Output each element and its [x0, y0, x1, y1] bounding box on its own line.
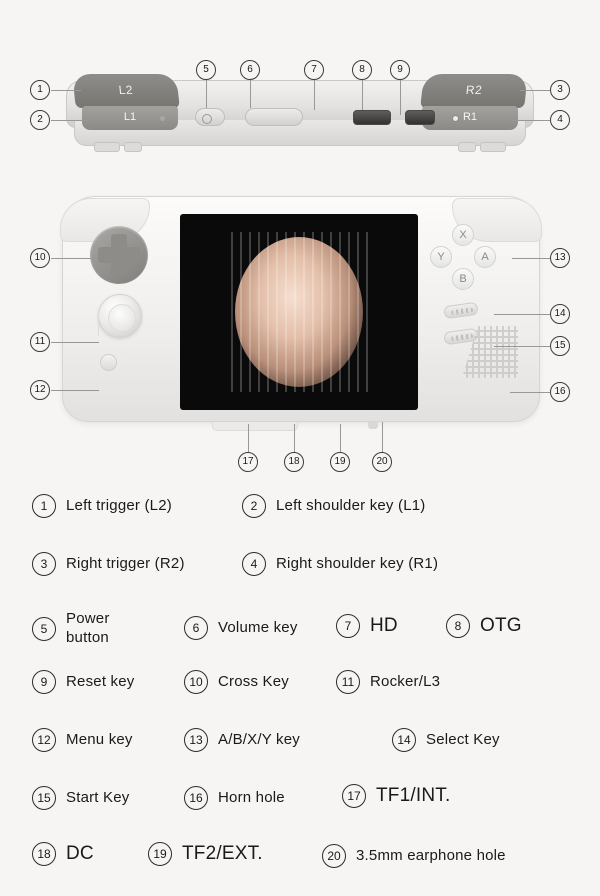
legend-item-18: [32, 842, 94, 866]
lead-18: [294, 424, 295, 452]
legend-item-7: [336, 614, 398, 638]
callout-5: 5: [196, 60, 216, 80]
lead-6: [250, 80, 251, 108]
legend-label-14: Select Key: [426, 730, 500, 748]
top-indicator-dot: [160, 116, 165, 121]
device-top-view: [60, 70, 540, 162]
callout-10: 10: [30, 248, 50, 268]
legend-label-7: HD: [370, 615, 398, 637]
power-button: [195, 108, 225, 126]
legend-label-15: Start Key: [66, 788, 130, 806]
legend-item-4: [242, 552, 452, 576]
callout-15: 15: [550, 336, 570, 356]
legend-label-17: TF1/INT.: [376, 785, 451, 807]
lead-8: [362, 80, 363, 110]
callout-1: 1: [30, 80, 50, 100]
left-trigger-l2: [72, 74, 180, 108]
callout-13: 13: [550, 248, 570, 268]
callout-4: 4: [550, 110, 570, 130]
legend-label-20: 3.5mm earphone hole: [356, 846, 506, 864]
legend-number-7: 7: [336, 614, 360, 638]
legend-item-17: [342, 784, 450, 808]
legend-number-12: 12: [32, 728, 56, 752]
legend-item-6: [184, 616, 298, 640]
right-trigger-r2: [420, 74, 528, 108]
r1-label: R1: [462, 111, 478, 123]
lead-7: [314, 80, 315, 110]
legend-item-20: [322, 844, 506, 868]
top-foot-left: [94, 142, 120, 152]
legend-label-13: A/B/X/Y key: [218, 730, 300, 748]
legend-label-2: Left shoulder key (L1): [276, 496, 426, 514]
lead-11: [51, 342, 99, 343]
legend-number-18: 18: [32, 842, 56, 866]
legend-label-5: Power button: [66, 610, 110, 646]
legend-item-13: [184, 728, 300, 752]
top-foot-right-2: [458, 142, 476, 152]
lead-1: [51, 90, 81, 91]
callout-8: 8: [352, 60, 372, 80]
bottom-earphone-nub: [368, 422, 378, 429]
callout-7: 7: [304, 60, 324, 80]
legend-item-12: [32, 728, 133, 752]
menu-key: [100, 354, 117, 371]
r2-label: R2: [465, 83, 484, 97]
legend-item-11: [336, 670, 440, 694]
legend-item-5: [32, 610, 152, 648]
legend-label-10: Cross Key: [218, 672, 289, 690]
button-x: X: [452, 224, 474, 246]
top-foot-right: [480, 142, 506, 152]
lead-20: [382, 422, 383, 452]
legend-number-10: 10: [184, 670, 208, 694]
legend-label-16: Horn hole: [218, 788, 285, 806]
legend-label-8: OTG: [480, 615, 522, 637]
lead-9: [400, 80, 401, 115]
callout-20: 20: [372, 452, 392, 472]
legend-label-4: Right shoulder key (R1): [276, 554, 439, 572]
callout-18: 18: [284, 452, 304, 472]
callout-11: 11: [30, 332, 50, 352]
legend-label-18: DC: [66, 843, 94, 865]
legend-item-3: [32, 552, 185, 576]
otg-port: [405, 110, 435, 125]
legend-label-3: Right trigger (R2): [66, 554, 185, 572]
legend-number-6: 6: [184, 616, 208, 640]
l1-label: L1: [123, 111, 137, 123]
lead-2: [51, 120, 89, 121]
legend-number-14: 14: [392, 728, 416, 752]
legend-number-19: 19: [148, 842, 172, 866]
top-foot-left-2: [124, 142, 142, 152]
legend-number-16: 16: [184, 786, 208, 810]
legend-item-2: [242, 494, 432, 518]
legend-label-19: TF2/EXT.: [182, 843, 263, 865]
legend-number-3: 3: [32, 552, 56, 576]
legend-number-4: 4: [242, 552, 266, 576]
lead-17: [248, 424, 249, 452]
legend-number-20: 20: [322, 844, 346, 868]
legend-number-5: 5: [32, 617, 56, 641]
front-slot-detail: [98, 312, 104, 336]
lead-10: [51, 258, 91, 259]
lead-13: [512, 258, 550, 259]
legend-label-6: Volume key: [218, 618, 298, 636]
callout-19: 19: [330, 452, 350, 472]
legend-item-10: [184, 670, 289, 694]
callout-3: 3: [550, 80, 570, 100]
legend-item-8: [446, 614, 522, 638]
legend-number-11: 11: [336, 670, 360, 694]
reset-key-hole: [452, 115, 459, 122]
legend-item-19: [148, 842, 263, 866]
legend-item-1: [32, 494, 172, 518]
device-front-view: [62, 196, 540, 422]
lead-4: [512, 120, 550, 121]
callout-9: 9: [390, 60, 410, 80]
legend-label-9: Reset key: [66, 672, 135, 690]
abxy-button-cluster: [430, 224, 496, 290]
rocker-l3-stick: [98, 294, 142, 338]
callout-6: 6: [240, 60, 260, 80]
legend-number-8: 8: [446, 614, 470, 638]
callout-2: 2: [30, 110, 50, 130]
legend-number-13: 13: [184, 728, 208, 752]
lead-3: [520, 90, 550, 91]
callout-12: 12: [30, 380, 50, 400]
lead-16: [510, 392, 550, 393]
lead-12: [51, 390, 99, 391]
legend-label-12: Menu key: [66, 730, 133, 748]
lead-19: [340, 424, 341, 452]
button-b: B: [452, 268, 474, 290]
legend-number-2: 2: [242, 494, 266, 518]
lead-14: [494, 314, 550, 315]
legend-item-14: [392, 728, 500, 752]
legend-number-9: 9: [32, 670, 56, 694]
legend-item-16: [184, 786, 285, 810]
lead-5: [206, 80, 207, 108]
button-y: Y: [430, 246, 452, 268]
bottom-port-bar: [212, 422, 298, 431]
cross-key-dpad: [90, 226, 148, 284]
right-shoulder-r1: [422, 106, 518, 130]
button-a: A: [474, 246, 496, 268]
hd-port: [353, 110, 391, 125]
legend-item-15: [32, 786, 130, 810]
legend-label-1: Left trigger (L2): [66, 496, 172, 514]
legend-item-9: [32, 670, 135, 694]
callout-17: 17: [238, 452, 258, 472]
callout-14: 14: [550, 304, 570, 324]
legend-number-17: 17: [342, 784, 366, 808]
device-screen: [180, 214, 418, 410]
lead-15: [494, 346, 550, 347]
volume-key: [245, 108, 303, 126]
legend-number-1: 1: [32, 494, 56, 518]
callout-16: 16: [550, 382, 570, 402]
legend-number-15: 15: [32, 786, 56, 810]
screen-wallpaper-stripes: [224, 232, 374, 392]
legend-label-11: Rocker/L3: [370, 672, 441, 690]
l2-label: L2: [117, 83, 134, 97]
